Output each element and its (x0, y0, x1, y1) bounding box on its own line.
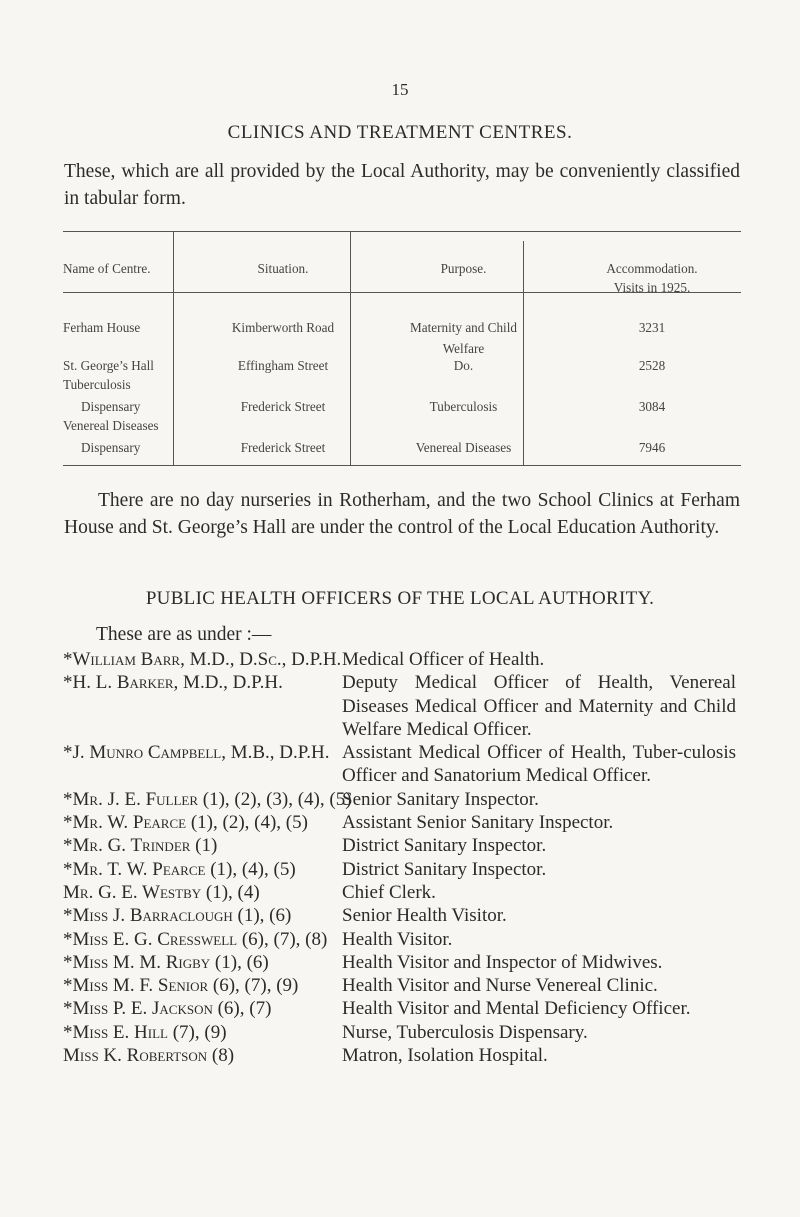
officer-role: Senior Sanitary Inspector. (342, 788, 539, 810)
officer-name: *Miss M. F. Senior (6), (7), (9) (63, 975, 299, 997)
officer-name: *H. L. Barker, M.D., D.P.H. (63, 672, 283, 694)
officer-role: District Sanitary Inspector. (342, 858, 547, 880)
officer-name: *William Barr, M.D., D.Sc., D.P.H. (63, 649, 342, 670)
table-cell-name: St. George’s Hall (63, 358, 154, 373)
officer-row (63, 1021, 753, 1044)
table-cell-purpose: Maternity and Child (410, 320, 517, 335)
officer-row (63, 974, 753, 997)
officer-name: Mr. G. E. Westby (1), (4) (63, 881, 260, 903)
officers-intro: These are as under :— (96, 624, 272, 645)
officer-role: Medical Officer of Health. (342, 649, 545, 670)
table-cell-situation: Frederick Street (240, 399, 326, 414)
officer-role: Chief Clerk. (342, 881, 436, 903)
table-cell-visits: 3231 (638, 320, 666, 335)
officer-row (63, 788, 753, 811)
table-cell-purpose-cont: Welfare (442, 341, 485, 356)
table-cell-name: Tuberculosis (63, 377, 131, 392)
officer-row (63, 881, 753, 904)
officer-name: *J. Munro Campbell, M.B., D.P.H. (63, 742, 330, 764)
officer-row (63, 951, 753, 974)
officers-list (63, 648, 753, 1067)
officer-row (63, 928, 753, 951)
header-accommodation: Accommodation. (606, 261, 698, 276)
table-bottom-rule (63, 465, 741, 466)
table-cell-purpose: Venereal Diseases (415, 440, 512, 455)
page-number: 15 (391, 80, 409, 99)
officer-name: *Miss J. Barraclough (1), (6) (63, 905, 292, 927)
day-nurseries-paragraph: There are no day nurseries in Rotherham, and the two School Clinics at Ferham House and St. George’s Hall are under the control of the Local Education Authority. (64, 490, 740, 538)
header-situation: Situation. (257, 261, 309, 276)
officer-role: Nurse, Tuberculosis Dispensary. (342, 1021, 588, 1043)
table-cell-name-cont: Dispensary (81, 399, 141, 414)
officer-name: *Miss E. Hill (7), (9) (63, 1021, 227, 1043)
officer-row (63, 1044, 753, 1067)
table-cell-visits: 3084 (638, 399, 666, 414)
officer-role: Matron, Isolation Hospital. (342, 1045, 548, 1067)
header-name: Name of Centre. (63, 261, 151, 276)
officer-role: District Sanitary Inspector. (342, 835, 547, 857)
table-cell-situation: Frederick Street (240, 440, 326, 455)
officer-row (63, 648, 753, 671)
officer-role: Assistant Medical Officer of Health, Tuber-culosis Officer and Sanatorium Medical Officer. (342, 742, 736, 787)
officer-role: Health Visitor and Inspector of Midwives. (342, 951, 663, 973)
table-cell-name: Venereal Diseases (63, 418, 159, 433)
header-visits: Visits in 1925. (613, 280, 691, 295)
table-cell-visits: 2528 (638, 358, 666, 373)
officer-role: Assistant Senior Sanitary Inspector. (342, 812, 614, 834)
clinics-table (63, 231, 741, 467)
officer-role: Health Visitor and Nurse Venereal Clinic. (342, 975, 658, 997)
officer-name: *Miss P. E. Jackson (6), (7) (63, 998, 272, 1020)
table-cell-purpose: Tuberculosis (429, 399, 498, 414)
officer-row (63, 834, 753, 857)
intro-paragraph: These, which are all provided by the Local Authority, may be conveniently classified in tabular form. (64, 161, 740, 209)
officer-name: *Miss M. M. Rigby (1), (6) (63, 951, 269, 973)
officer-row (63, 811, 753, 834)
officer-row (63, 997, 753, 1020)
officer-role: Senior Health Visitor. (342, 905, 507, 927)
officer-row (63, 741, 753, 788)
section-title-clinics: CLINICS AND TREATMENT CENTRES. (227, 122, 573, 143)
officer-role: Deputy Medical Officer of Health, Venereal Diseases Medical Officer and Maternity and Child Welfare Medical Officer. (342, 672, 736, 740)
officer-role: Health Visitor. (342, 928, 453, 950)
table-cell-name: Ferham House (63, 320, 141, 335)
officer-name: *Mr. T. W. Pearce (1), (4), (5) (63, 858, 296, 880)
table-cell-visits: 7946 (638, 440, 666, 455)
table-cell-name-cont: Dispensary (81, 440, 141, 455)
table-cell-purpose: Do. (453, 358, 474, 373)
table-cell-situation: Effingham Street (237, 358, 329, 373)
officer-name: *Mr. W. Pearce (1), (2), (4), (5) (63, 812, 308, 834)
officer-role: Health Visitor and Mental Deficiency Officer. (342, 998, 691, 1020)
officer-row (63, 904, 753, 927)
section-title-officers: PUBLIC HEALTH OFFICERS OF THE LOCAL AUTHORITY. (145, 588, 655, 609)
table-top-rule (63, 231, 741, 232)
officer-row (63, 671, 753, 741)
header-purpose: Purpose. (440, 261, 487, 276)
officer-name: *Miss E. G. Cresswell (6), (7), (8) (63, 928, 328, 950)
officer-name: *Mr. G. Trinder (1) (63, 835, 218, 857)
officer-name: *Mr. J. E. Fuller (1), (2), (3), (4), (5) (63, 788, 352, 810)
officer-row (63, 858, 753, 881)
table-cell-situation: Kimberworth Road (231, 320, 335, 335)
officer-name: Miss K. Robertson (8) (63, 1045, 235, 1067)
